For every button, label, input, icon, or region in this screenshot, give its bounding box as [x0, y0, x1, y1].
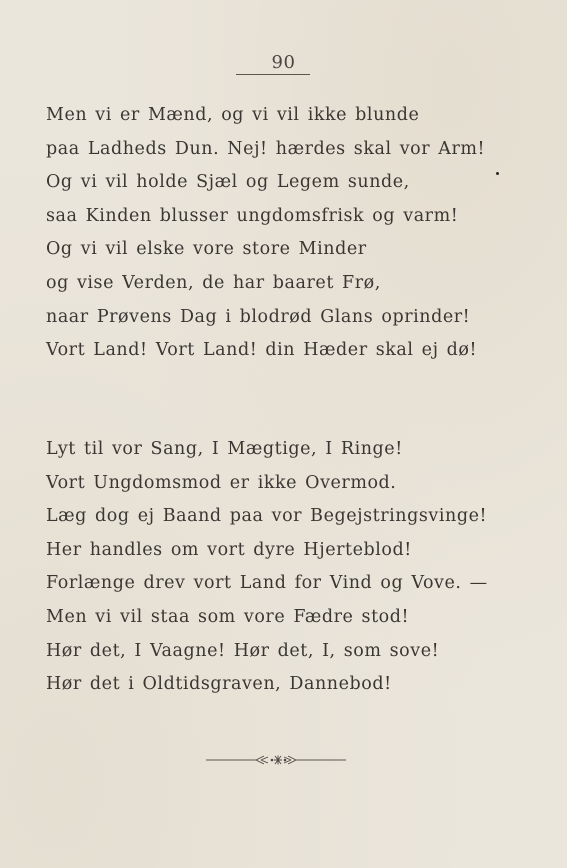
poem-line: Vort Land! Vort Land! din Hæder skal ej dø!: [46, 340, 478, 361]
poem-line: Læg dog ej Baand paa vor Begejstringsvinge!: [46, 506, 488, 527]
ink-speck: [496, 172, 499, 175]
poem-line: Her handles om vort dyre Hjerteblod!: [46, 539, 412, 560]
poem-line: Men vi er Mænd, og vi vil ikke blunde: [46, 105, 420, 125]
tailpiece-ornament-icon: [206, 754, 346, 766]
stanza-2: [46, 438, 546, 707]
poem-line: Og vi vil elske vore store Minder: [46, 239, 367, 260]
poem-line: Vort Ungdomsmod er ikke Overmod.: [46, 472, 397, 493]
stanza-1: [46, 104, 546, 373]
poem-line: Lyt til vor Sang, I Mægtige, I Ringe!: [46, 439, 403, 459]
page-number-rule: [236, 74, 310, 75]
poem-line: Hør det i Oldtidsgraven, Dannebod!: [46, 674, 392, 695]
poem-line: Hør det, I Vaagne! Hør det, I, som sove!: [46, 640, 440, 661]
poem-line: Forlænge drev vort Land for Vind og Vove. —: [46, 573, 488, 594]
page-number: 90: [271, 52, 296, 73]
poem-line: paa Ladheds Dun. Nej! hærdes skal vor Arm!: [46, 138, 486, 159]
poem-line: saa Kinden blusser ungdomsfrisk og varm!: [46, 205, 459, 226]
poem-line: Men vi vil staa som vore Fædre stod!: [46, 606, 410, 627]
poem-line: Og vi vil holde Sjæl og Legem sunde,: [46, 172, 410, 193]
poem-line: og vise Verden, de har baaret Frø,: [46, 272, 381, 293]
poem-line: naar Prøvens Dag i blodrød Glans oprinder!: [46, 306, 471, 327]
